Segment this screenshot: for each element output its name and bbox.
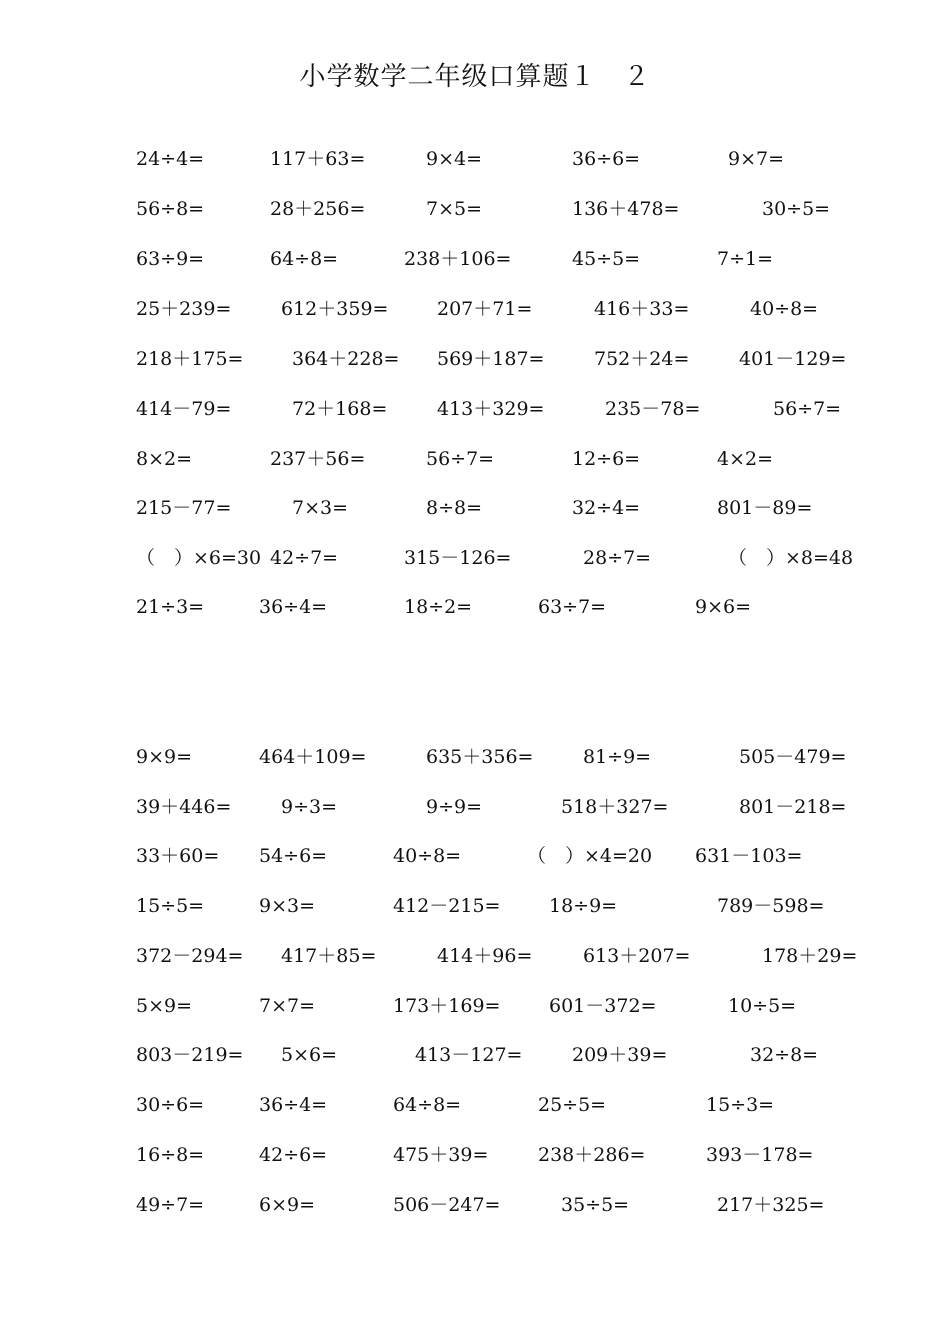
set1-problem-r7-c5: 4×2= <box>717 448 774 470</box>
set2-problem-r3-c1: 33＋60= <box>136 845 220 867</box>
set2-problem-r5-c3: 414＋96= <box>437 945 533 967</box>
set2-problem-r1-c5: 505－479= <box>739 746 847 768</box>
set2-problem-r1-c4: 81÷9= <box>583 746 652 768</box>
set1-problem-r1-c4: 36÷6= <box>572 148 641 170</box>
set2-problem-r4-c3: 412－215= <box>393 895 501 917</box>
set1-problem-r2-c1: 56÷8= <box>136 198 205 220</box>
set1-problem-r3-c2: 64÷8= <box>270 248 339 270</box>
set2-problem-r8-c4: 25÷5= <box>538 1094 607 1116</box>
set2-problem-r9-c1: 16÷8= <box>136 1144 205 1166</box>
set2-problem-r4-c1: 15÷5= <box>136 895 205 917</box>
set2-problem-r10-c2: 6×9= <box>259 1194 316 1216</box>
set2-problem-r1-c1: 9×9= <box>136 746 193 768</box>
set2-problem-r7-c4: 209＋39= <box>572 1044 668 1066</box>
set2-problem-r4-c2: 9×3= <box>259 895 316 917</box>
page-title: 小学数学二年级口算题１ ２ <box>299 62 651 92</box>
set1-problem-r10-c3: 18÷2= <box>404 596 473 618</box>
set1-problem-r8-c4: 32÷4= <box>572 497 641 519</box>
set1-problem-r3-c1: 63÷9= <box>136 248 205 270</box>
set1-problem-r2-c4: 136＋478= <box>572 198 680 220</box>
set1-problem-r1-c1: 24÷4= <box>136 148 205 170</box>
set2-problem-r6-c2: 7×7= <box>259 995 316 1017</box>
set1-problem-r1-c5: 9×7= <box>728 148 785 170</box>
set1-problem-r8-c1: 215－77= <box>136 497 232 519</box>
set1-problem-r9-c4: 28÷7= <box>583 547 652 569</box>
set2-problem-r8-c2: 36÷4= <box>259 1094 328 1116</box>
set1-problem-r7-c4: 12÷6= <box>572 448 641 470</box>
set2-problem-r2-c1: 39＋446= <box>136 796 232 818</box>
set1-problem-r8-c3: 8÷8= <box>426 497 483 519</box>
set2-problem-r4-c5: 789－598= <box>717 895 825 917</box>
set1-problem-r10-c5: 9×6= <box>695 596 752 618</box>
set1-problem-r3-c4: 45÷5= <box>572 248 641 270</box>
set2-problem-r2-c4: 518＋327= <box>561 796 669 818</box>
set1-problem-r4-c4: 416＋33= <box>594 298 690 320</box>
set2-problem-r3-c5: 631－103= <box>695 845 803 867</box>
set1-problem-r5-c1: 218＋175= <box>136 348 244 370</box>
set1-problem-r7-c2: 237＋56= <box>270 448 366 470</box>
set2-problem-r8-c1: 30÷6= <box>136 1094 205 1116</box>
set1-problem-r10-c1: 21÷3= <box>136 596 205 618</box>
set2-problem-r10-c4: 35÷5= <box>561 1194 630 1216</box>
set1-problem-r3-c3: 238＋106= <box>404 248 512 270</box>
set1-problem-r2-c3: 7×5= <box>426 198 483 220</box>
set1-problem-r4-c5: 40÷8= <box>750 298 819 320</box>
set2-problem-r10-c1: 49÷7= <box>136 1194 205 1216</box>
set2-problem-r6-c4: 601－372= <box>549 995 657 1017</box>
set1-problem-r9-c1: （ ）×6=30 <box>136 547 262 569</box>
set2-problem-r1-c3: 635＋356= <box>426 746 534 768</box>
set1-problem-r6-c5: 56÷7= <box>773 398 842 420</box>
set1-problem-r1-c2: 117＋63= <box>270 148 366 170</box>
set1-problem-r2-c2: 28＋256= <box>270 198 366 220</box>
set2-problem-r3-c4: （ ）×4=20 <box>527 845 653 867</box>
set1-problem-r6-c3: 413＋329= <box>437 398 545 420</box>
set1-problem-r2-c5: 30÷5= <box>762 198 831 220</box>
set1-problem-r6-c1: 414－79= <box>136 398 232 420</box>
set2-problem-r9-c4: 238＋286= <box>538 1144 646 1166</box>
set1-problem-r9-c3: 315－126= <box>404 547 512 569</box>
set2-problem-r9-c3: 475＋39= <box>393 1144 489 1166</box>
set2-problem-r5-c4: 613＋207= <box>583 945 691 967</box>
set1-problem-r7-c3: 56÷7= <box>426 448 495 470</box>
set2-problem-r8-c5: 15÷3= <box>706 1094 775 1116</box>
set1-problem-r5-c3: 569＋187= <box>437 348 545 370</box>
set2-problem-r7-c1: 803－219= <box>136 1044 244 1066</box>
set2-problem-r2-c2: 9÷3= <box>281 796 338 818</box>
set2-problem-r4-c4: 18÷9= <box>549 895 618 917</box>
set2-problem-r5-c5: 178＋29= <box>762 945 858 967</box>
set2-problem-r10-c3: 506－247= <box>393 1194 501 1216</box>
set1-problem-r9-c5: （ ）×8=48 <box>728 547 854 569</box>
set1-problem-r4-c3: 207＋71= <box>437 298 533 320</box>
set2-problem-r3-c2: 54÷6= <box>259 845 328 867</box>
set2-problem-r6-c1: 5×9= <box>136 995 193 1017</box>
set1-problem-r5-c2: 364＋228= <box>292 348 400 370</box>
set1-problem-r7-c1: 8×2= <box>136 448 193 470</box>
set2-problem-r1-c2: 464＋109= <box>259 746 367 768</box>
set1-problem-r9-c2: 42÷7= <box>270 547 339 569</box>
set1-problem-r8-c2: 7×3= <box>292 497 349 519</box>
set2-problem-r2-c5: 801－218= <box>739 796 847 818</box>
set1-problem-r10-c4: 63÷7= <box>538 596 607 618</box>
set2-problem-r9-c2: 42÷6= <box>259 1144 328 1166</box>
set1-problem-r6-c4: 235－78= <box>605 398 701 420</box>
set2-problem-r8-c3: 64÷8= <box>393 1094 462 1116</box>
set1-problem-r8-c5: 801－89= <box>717 497 813 519</box>
set2-problem-r2-c3: 9÷9= <box>426 796 483 818</box>
set2-problem-r5-c2: 417＋85= <box>281 945 377 967</box>
set2-problem-r6-c3: 173＋169= <box>393 995 501 1017</box>
set2-problem-r9-c5: 393－178= <box>706 1144 814 1166</box>
set2-problem-r10-c5: 217＋325= <box>717 1194 825 1216</box>
set2-problem-r5-c1: 372－294= <box>136 945 244 967</box>
set2-problem-r6-c5: 10÷5= <box>728 995 797 1017</box>
set2-problem-r7-c3: 413－127= <box>415 1044 523 1066</box>
set1-problem-r3-c5: 7÷1= <box>717 248 774 270</box>
set1-problem-r1-c3: 9×4= <box>426 148 483 170</box>
set1-problem-r4-c2: 612＋359= <box>281 298 389 320</box>
set2-problem-r3-c3: 40÷8= <box>393 845 462 867</box>
set1-problem-r4-c1: 25＋239= <box>136 298 232 320</box>
set1-problem-r5-c4: 752＋24= <box>594 348 690 370</box>
set1-problem-r10-c2: 36÷4= <box>259 596 328 618</box>
set1-problem-r6-c2: 72＋168= <box>292 398 388 420</box>
set1-problem-r5-c5: 401－129= <box>739 348 847 370</box>
set2-problem-r7-c5: 32÷8= <box>750 1044 819 1066</box>
set2-problem-r7-c2: 5×6= <box>281 1044 338 1066</box>
